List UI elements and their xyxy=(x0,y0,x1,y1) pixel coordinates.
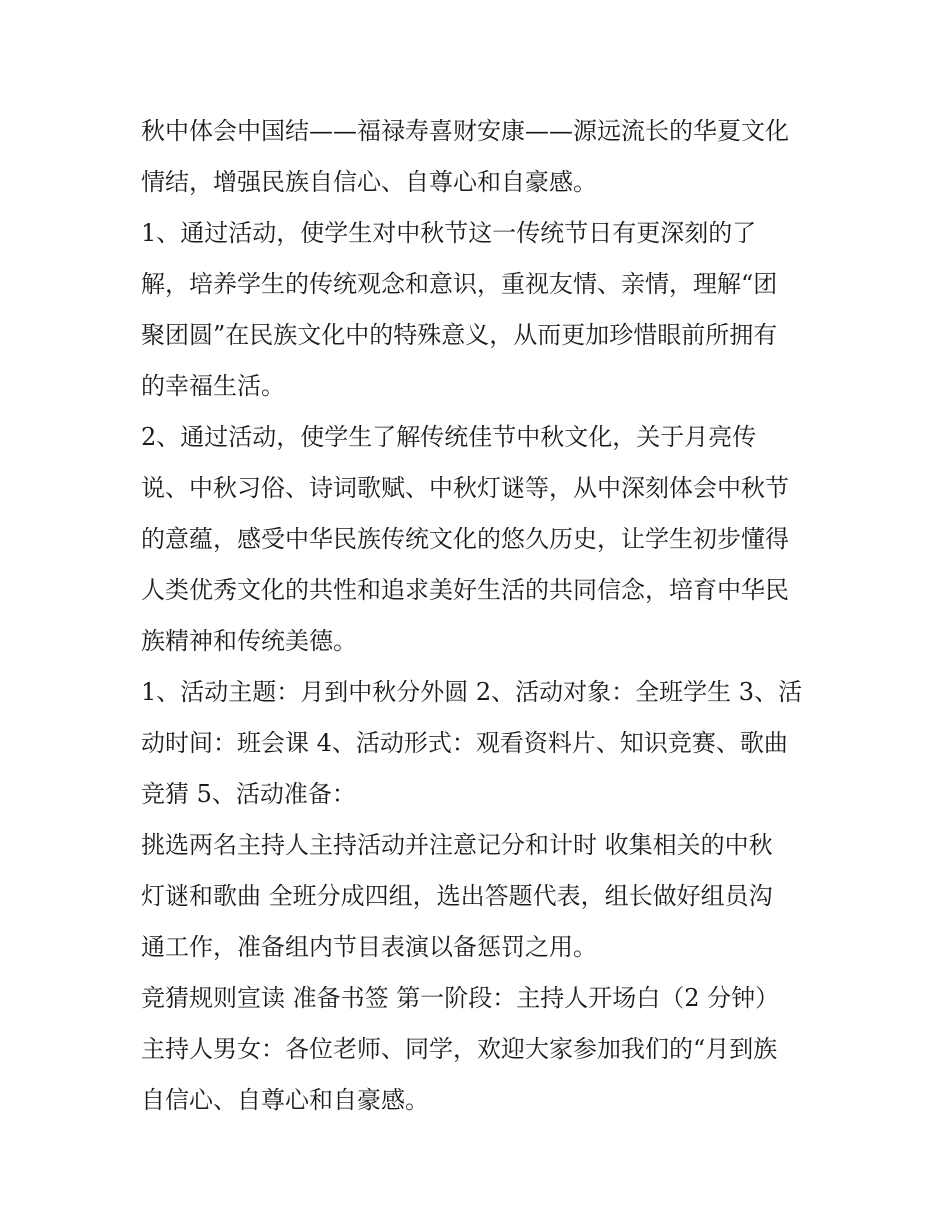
text-line: 的幸福生活。 xyxy=(141,372,285,400)
text-line: 解，培养学生的传统观念和意识，重视友情、亲情，理解“团 xyxy=(141,270,778,298)
text-line: 说、中秋习俗、诗词歌赋、中秋灯谜等，从中深刻体会中秋节 xyxy=(141,474,789,502)
text-line: 竞猜规则宣读 准备书签 第一阶段：主持人开场白（2 分钟） xyxy=(141,984,780,1012)
text-line: 1、通过活动，使学生对中秋节这一传统节日有更深刻的了 xyxy=(141,219,757,247)
text-line: 主持人男女：各位老师、同学，欢迎大家参加我们的“月到族 xyxy=(141,1035,778,1063)
text-line: 的意蕴，感受中华民族传统文化的悠久历史，让学生初步懂得 xyxy=(141,525,789,553)
text-line: 族精神和传统美德。 xyxy=(141,627,357,655)
text-line: 自信心、自尊心和自豪感。 xyxy=(141,1086,429,1114)
text-line: 竞猜 5、活动准备： xyxy=(141,780,356,808)
text-line: 通工作，准备组内节目表演以备惩罚之用。 xyxy=(141,933,597,961)
text-line: 人类优秀文化的共性和追求美好生活的共同信念，培育中华民 xyxy=(141,576,789,604)
text-line: 2、通过活动，使学生了解传统佳节中秋文化，关于月亮传 xyxy=(141,423,757,451)
text-line: 秋中体会中国结——福禄寿喜财安康——源远流长的华夏文化 xyxy=(141,117,789,145)
text-line: 灯谜和歌曲 全班分成四组，选出答题代表，组长做好组员沟 xyxy=(141,882,773,910)
text-line: 聚团圆”在民族文化中的特殊意义，从而更加珍惜眼前所拥有 xyxy=(141,321,778,349)
document-body xyxy=(141,106,841,1126)
text-line: 1、活动主题：月到中秋分外圆 2、活动对象：全班学生 3、活 xyxy=(141,678,803,706)
text-line: 动时间：班会课 4、活动形式：观看资料片、知识竞赛、歌曲 xyxy=(141,729,788,757)
text-line: 情结，增强民族自信心、自尊心和自豪感。 xyxy=(141,168,597,196)
text-line: 挑选两名主持人主持活动并注意记分和计时 收集相关的中秋 xyxy=(141,831,773,859)
